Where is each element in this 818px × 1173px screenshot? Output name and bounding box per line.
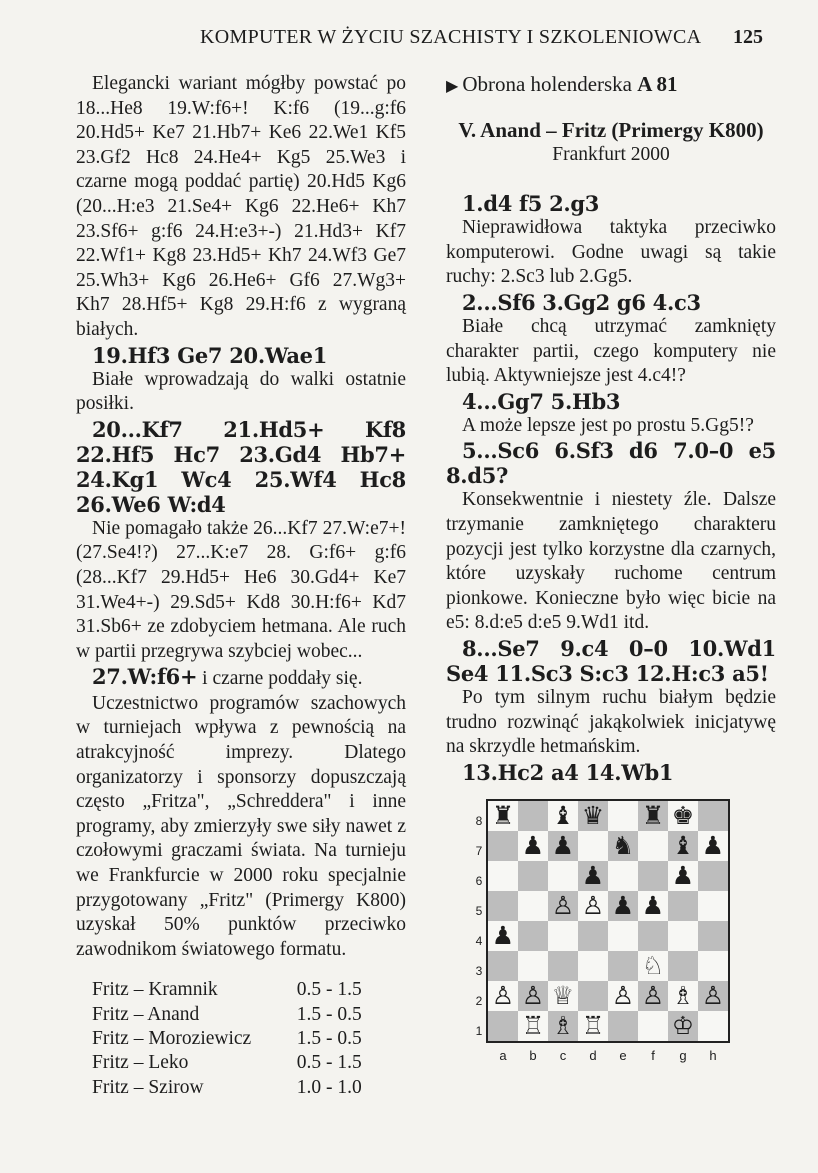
board-square-h3 [698,951,728,981]
board-square-e4 [608,921,638,951]
rank-label: 8 [475,813,483,828]
board-square-b3 [518,951,548,981]
board-square-d4 [578,921,608,951]
board-square-f8: ♜ [638,801,668,831]
move-sequence: 4...Gg7 5.Hb3 [462,388,621,414]
board-square-c8: ♝ [548,801,578,831]
result-score: 1.0 - 1.0 [296,1076,362,1098]
board-square-f2: ♙ [638,981,668,1011]
result-pairing: Fritz – Moroziewicz [92,1028,252,1049]
chess-diagram [476,799,728,1071]
result-score: 0.5 - 1.5 [296,979,362,1001]
rank-label: 2 [475,993,483,1008]
game-title: V. Anand – Fritz (Primergy K800) [458,117,764,142]
result-row [76,1003,406,1027]
move-sequence: 20...Kf7 21.Hd5+ Kf8 22.Hf5 Hc7 23.Gd4 Hb7+ 24.Kg1 Wc4 25.Wf4 Hc8 26.We6 W:d4 [76,416,406,517]
rank-label: 1 [475,1023,483,1038]
result-score: 0.5 - 1.5 [296,1052,362,1074]
board-square-d7 [578,831,608,861]
commentary-paragraph: Elegancki wariant mógłby powstać po 18...He8 19.W:f6+! K:f6 (19...g:f6 20.Hd5+ Ke7 21.Hb7+ Ke6 22.We1 Kf5 23.Gf2 Hc8 24.He4+ Kg5 25.We3 i czarne mogą poddać partię) 20.Hd5 Kg6 (20...H:e3 21.Se4+ Kg6 22.He6+ Kh7 23.Sf6+ g:f6 24.H:e3+-) 21.Hd3+ Kf7 22.Wf1+ Kg8 23.Hd5+ Kh7 24.Wf3 Ge7 25.Wh3+ Kg6 26.He6+ Gf6 27.Wg3+ Kh7 28.Hf5+ Kg8 29.H:f6 z wygraną białych. [76,73,406,340]
board-square-c7: ♟ [548,831,578,861]
board-square-f5: ♟ [638,891,668,921]
board-square-a7 [488,831,518,861]
rank-label: 6 [475,873,483,888]
arrow-right-icon: ▶ [446,78,459,95]
result-pairing: Fritz – Anand [92,1003,200,1025]
board-square-a5 [488,891,518,921]
final-move-comment: i czarne poddały się. [197,668,363,690]
board-square-h2: ♙ [698,981,728,1011]
board-square-c4 [548,921,578,951]
move-sequence: 13.Hc2 a4 14.Wb1 [462,759,674,785]
move-sequence: 27.W:f6+ [92,664,198,690]
rank-label: 7 [475,843,483,858]
board-square-c5: ♙ [548,891,578,921]
board-square-e8 [608,801,638,831]
board-square-e7: ♞ [608,831,638,861]
page-header [0,26,818,56]
game-venue: Frankfurt 2000 [552,143,670,165]
result-row [76,1027,406,1051]
board-square-c3 [548,951,578,981]
opening-heading [446,72,776,100]
move-sequence: 19.Hf3 Ge7 20.Wae1 [92,342,328,368]
page-number: 125 [733,26,763,48]
board-square-b8 [518,801,548,831]
result-row [76,1076,406,1100]
commentary-paragraph: Konsekwentnie i niestety źle. Dalsze trzymanie zamkniętego charakteru pozycji jest tylko korzystne dla czarnych, które uzyskały ruchome centrum pionkowe. Konieczne było więc bicie na e5: 8.d:e5 d:e5 9.Wd1 itd. [446,489,776,634]
commentary-paragraph: Nie pomagało także 26...Kf7 27.W:e7+! (27.Se4!?) 27...K:e7 28. G:f6+ g:f6 (28...Kf7 29.Hd5+ He6 30.Gd4+ Ke7 31.We4+-) 29.Sd5+ Kd8 30.H:f6+ Kd7 31.Sb6+ ze zdobyciem hetmana. Ale ruch w partii przegrywa szybciej wobec... [76,517,406,662]
board-square-a2: ♙ [488,981,518,1011]
board-square-b4 [518,921,548,951]
result-score: 1.5 - 0.5 [296,1028,362,1049]
file-label: b [529,1047,537,1063]
board-square-g4 [668,921,698,951]
result-row [76,1051,406,1075]
left-column [76,72,406,1100]
running-title: KOMPUTER W ŻYCIU SZACHISTY I SZKOLENIOWCA [200,26,702,48]
right-column [446,72,776,1071]
board-square-b7: ♟ [518,831,548,861]
file-label: d [589,1047,597,1063]
board-square-f3: ♘ [638,951,668,981]
move-sequence: 1.d4 f5 2.g3 [462,191,600,217]
commentary-paragraph: Uczestnictwo programów szachowych w turniejach wpływa z pewnością na atrakcyjność imprezy. Dlatego organizatorzy i sponsorzy dopuszczają często „Fritza", „Schreddera" i inne programy, aby zmierzyły swe siły nawet z czołowymi graczami świata. Na turnieju we Frankfurcie w 2000 roku specjalnie przygotowany „Fritz" (Primergy K800) uzyskał 50% punktów przeciwko zawodnikom światowego formatu. [76,692,406,960]
result-pairing: Fritz – Szirow [92,1076,204,1098]
board-square-f1 [638,1011,668,1041]
rank-label: 5 [475,903,483,918]
result-score: 1.5 - 0.5 [296,1003,362,1025]
result-pairing: Fritz – Kramnik [92,979,218,1001]
move-sequence: 8...Se7 9.c4 0–0 10.Wd1 Se4 11.Sc3 S:c3 12.H:c3 a5! [446,635,776,686]
commentary-paragraph: Białe chcą utrzymać zamknięty charakter partii, czego komputery nie lubią. Aktywniejsze jest 4.c4!? [446,315,776,387]
move-sequence: 2...Sf6 3.Gg2 g6 4.c3 [462,289,701,315]
board-square-h5 [698,891,728,921]
board-square-f4 [638,921,668,951]
board-square-e1 [608,1011,638,1041]
board-square-d1: ♖ [578,1011,608,1041]
board-square-f6 [638,861,668,891]
board-square-h6 [698,861,728,891]
opening-code: A 81 [637,72,678,96]
board-square-b5 [518,891,548,921]
board-square-d2 [578,981,608,1011]
commentary-paragraph: Nieprawidłowa taktyka przeciwko komputerowi. Godne uwagi są takie ruchy: 2.Sc3 lub 2.Gg5. [446,217,776,288]
commentary-paragraph: Białe wprowadzają do walki ostatnie posiłki. [76,368,406,415]
board-square-g5 [668,891,698,921]
result-row [76,978,406,1002]
file-label: g [679,1047,687,1063]
move-sequence: 5...Sc6 6.Sf3 d6 7.0–0 e5 8.d5? [446,438,776,489]
board-square-c6 [548,861,578,891]
board-square-g3 [668,951,698,981]
board-square-g8: ♚ [668,801,698,831]
board-square-g6: ♟ [668,861,698,891]
board-square-d5: ♙ [578,891,608,921]
chess-board [486,799,730,1043]
result-pairing: Fritz – Leko [92,1052,189,1074]
board-square-a6 [488,861,518,891]
file-label: h [709,1047,717,1063]
board-square-a8: ♜ [488,801,518,831]
file-label: e [619,1047,627,1063]
board-square-d8: ♛ [578,801,608,831]
board-square-e6 [608,861,638,891]
opening-name: Obrona holenderska [462,72,633,96]
board-square-h7: ♟ [698,831,728,861]
rank-label: 4 [475,933,483,948]
rank-label: 3 [475,963,483,978]
board-square-b2: ♙ [518,981,548,1011]
board-square-f7 [638,831,668,861]
file-label: c [559,1047,567,1063]
board-square-h8 [698,801,728,831]
board-square-c2: ♕ [548,981,578,1011]
board-square-e3 [608,951,638,981]
board-square-e5: ♟ [608,891,638,921]
file-label: a [499,1047,507,1063]
board-square-b6 [518,861,548,891]
board-square-h4 [698,921,728,951]
board-square-d3 [578,951,608,981]
results-table [76,978,406,1099]
board-square-e2: ♙ [608,981,638,1011]
final-move-line [76,664,406,692]
commentary-paragraph: A może lepsze jest po prostu 5.Gg5!? [462,414,754,436]
board-square-g2: ♗ [668,981,698,1011]
board-square-d6: ♟ [578,861,608,891]
board-square-a3 [488,951,518,981]
board-square-g1: ♔ [668,1011,698,1041]
board-square-h1 [698,1011,728,1041]
commentary-paragraph: Po tym silnym ruchu białym będzie trudno rozwinąć jakąkolwiek inicjatywę na skrzydle hetmańskim. [446,686,776,758]
board-square-c1: ♗ [548,1011,578,1041]
board-square-g7: ♝ [668,831,698,861]
board-square-a1 [488,1011,518,1041]
board-square-a4: ♟ [488,921,518,951]
file-label: f [651,1047,655,1063]
board-square-b1: ♖ [518,1011,548,1041]
